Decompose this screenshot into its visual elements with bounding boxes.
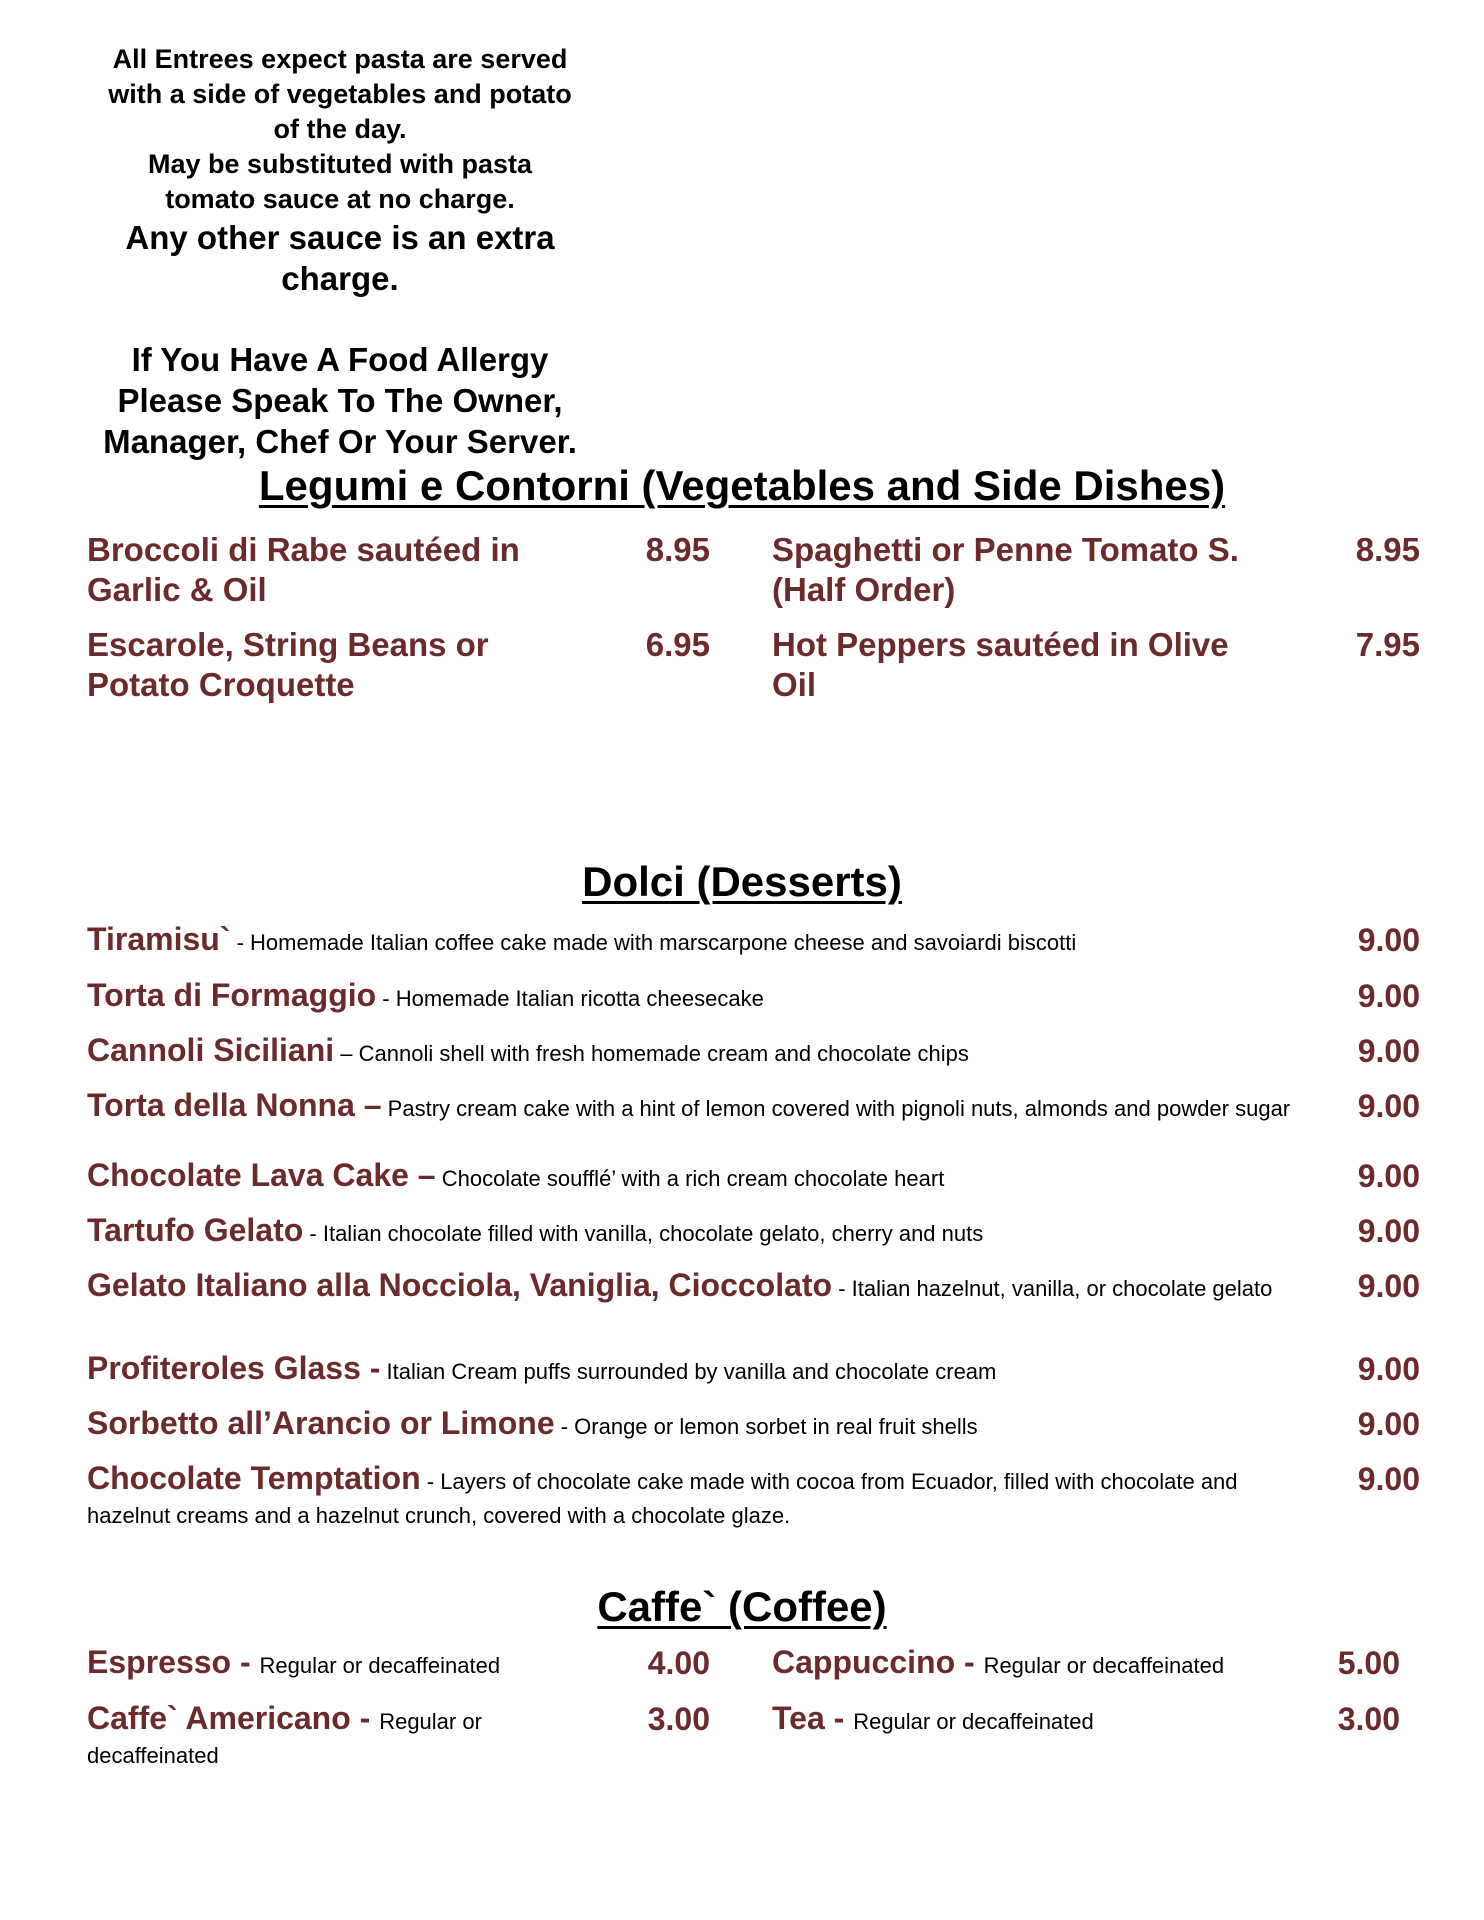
dessert-price: 9.00 [1357, 1088, 1420, 1124]
dessert-description: - Italian hazelnut, vanilla, or chocolate gelato [832, 1276, 1273, 1301]
dessert-name: Torta della Nonna – [87, 1087, 382, 1123]
dessert-name: Chocolate Lava Cake – [87, 1157, 436, 1193]
notice-line: with a side of vegetables and potato [108, 79, 572, 109]
allergy-line: If You Have A Food Allergy [131, 341, 549, 378]
dessert-description: - Orange or lemon sorbet in real fruit shells [554, 1414, 978, 1439]
coffee-item [87, 1700, 527, 1774]
dessert-name: Profiteroles Glass - [87, 1350, 381, 1386]
notice-line: May be substituted with pasta [147, 149, 533, 179]
dessert-item [87, 1405, 1302, 1445]
vegetable-price: 8.95 [1355, 531, 1420, 568]
dessert-description: – Cannoli shell with fresh homemade cream and chocolate chips [334, 1041, 969, 1066]
notice-spacer [60, 299, 620, 339]
vegetable-item: Hot Peppers sautéed in Olive Oil [772, 626, 1229, 703]
coffee-price: 3.00 [1337, 1701, 1400, 1737]
coffee-name: Caffe` Americano - [87, 1700, 380, 1736]
dessert-item [87, 1087, 1302, 1127]
dessert-description: Chocolate soufflé’ with a rich cream chocolate heart [435, 1166, 945, 1191]
dessert-name: Sorbetto all’Arancio or Limone [87, 1405, 555, 1441]
coffee-item [772, 1700, 1292, 1740]
dessert-name: Gelato Italiano alla Nocciola, Vaniglia, Cioccolato [87, 1267, 833, 1303]
notice-line: charge. [281, 260, 399, 297]
dessert-price: 9.00 [1357, 978, 1420, 1014]
dessert-price: 9.00 [1357, 1351, 1420, 1387]
vegetable-item: Broccoli di Rabe sautéed in Garlic & Oil [87, 531, 520, 608]
coffee-price: 4.00 [647, 1645, 710, 1681]
dessert-description: - Layers of chocolate cake made with cocoa from Ecuador, filled with chocolate and hazelnut creams and a hazelnut crunch, covered with a chocolate glaze. [87, 1469, 1238, 1528]
coffee-heading: Caffe` (Coffee) [597, 1583, 887, 1630]
dessert-item [87, 1032, 1302, 1072]
dessert-name: Tartufo Gelato [87, 1212, 304, 1248]
dessert-description: Pastry cream cake with a hint of lemon covered with pignoli nuts, almonds and powder sugar [381, 1096, 1291, 1121]
dessert-item [87, 1350, 1302, 1390]
coffee-price: 5.00 [1337, 1645, 1400, 1681]
dessert-description: - Homemade Italian ricotta cheesecake [376, 986, 764, 1011]
dessert-item [87, 1267, 1302, 1307]
dessert-price: 9.00 [1357, 1158, 1420, 1194]
vegetable-price: 8.95 [645, 531, 710, 568]
coffee-name: Tea - [772, 1700, 854, 1736]
dessert-price: 9.00 [1357, 1268, 1420, 1304]
dessert-description: Italian Cream puffs surrounded by vanilla and chocolate cream [380, 1359, 997, 1384]
dessert-description: - Homemade Italian coffee cake made with marscarpone cheese and savoiardi biscotti [230, 930, 1077, 955]
notice-line: All Entrees expect pasta are served [112, 44, 568, 74]
vegetable-price: 6.95 [645, 626, 710, 663]
dessert-price: 9.00 [1357, 922, 1420, 958]
dessert-price: 9.00 [1357, 1461, 1420, 1497]
dessert-item [87, 977, 1302, 1017]
dessert-name: Torta di Formaggio [87, 977, 377, 1013]
dessert-price: 9.00 [1357, 1213, 1420, 1249]
coffee-item [87, 1644, 547, 1684]
desserts-heading: Dolci (Desserts) [582, 858, 902, 905]
dessert-price: 9.00 [1357, 1406, 1420, 1442]
dessert-description: - Italian chocolate filled with vanilla, chocolate gelato, cherry and nuts [303, 1221, 984, 1246]
vegetable-price: 7.95 [1355, 626, 1420, 663]
coffee-name: Espresso - [87, 1644, 260, 1680]
allergy-line: Manager, Chef Or Your Server. [103, 423, 577, 460]
coffee-name: Cappuccino - [772, 1644, 984, 1680]
dessert-item [87, 1460, 1302, 1534]
notice-line: of the day. [273, 114, 407, 144]
coffee-description: Regular or decaffeinated [983, 1653, 1225, 1678]
entree-notice [60, 42, 620, 462]
coffee-description: Regular or decaffeinated [259, 1653, 501, 1678]
dessert-name: Tiramisu` [87, 921, 231, 957]
dessert-price: 9.00 [1357, 1033, 1420, 1069]
notice-line: Any other sauce is an extra [125, 219, 555, 256]
notice-line: tomato sauce at no charge. [165, 184, 515, 214]
vegetable-item: Spaghetti or Penne Tomato S. (Half Order) [772, 531, 1239, 608]
coffee-item [772, 1644, 1292, 1684]
dessert-item [87, 1157, 1302, 1197]
coffee-price: 3.00 [647, 1701, 710, 1737]
allergy-line: Please Speak To The Owner, [117, 382, 563, 419]
vegetables-heading: Legumi e Contorni (Vegetables and Side Dishes) [258, 462, 1226, 509]
coffee-description: Regular or decaffeinated [87, 1709, 482, 1768]
dessert-name: Chocolate Temptation [87, 1460, 421, 1496]
coffee-description: Regular or decaffeinated [853, 1709, 1094, 1734]
dessert-name: Cannoli Siciliani [87, 1032, 335, 1068]
dessert-item [87, 921, 1302, 961]
vegetable-item: Escarole, String Beans or Potato Croquette [87, 626, 489, 703]
dessert-item [87, 1212, 1302, 1252]
